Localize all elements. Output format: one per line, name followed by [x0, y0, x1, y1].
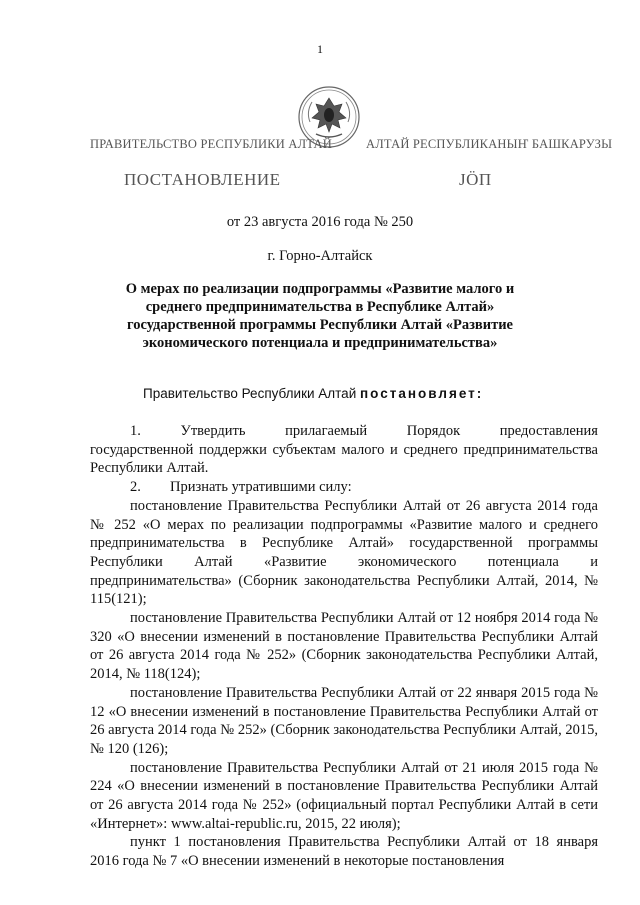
doc-type-russian: ПОСТАНОВЛЕНИЕ [124, 170, 281, 189]
city: г. Горно-Алтайск [267, 248, 373, 264]
repealed-act-4: постановление Правительства Республики Алтай от 21 июля 2015 года № 224 «О внесении изменений в постановление Правительства Республики Алтай от 26 августа 2014 года № 252» (официальный портал Республики Алтай в сети «Интернет»: www.altai-republic.ru, 2015, 22 июля); [90, 759, 598, 832]
item-1-number: 1. [130, 423, 141, 439]
page-number: 1 [317, 42, 323, 56]
document-title: О мерах по реализации подпрограммы «Развитие малого и среднего предпринимательства в Республике Алтай» государственной программы Республики Алтай «Развитие экономического потенциала и предпринимательства» [125, 281, 515, 351]
document-body [90, 422, 598, 871]
repealed-act-1: постановление Правительства Республики Алтай от 26 августа 2014 года № 252 «О мерах по реализации подпрограммы «Развитие малого и среднего предпринимательства в Республике Алтай» государственной программы Республики Алтай «Развитие экономического потенциала и предпринимательства» (Сборник законодательства Республики Алтай, 2014, № 115(121); [90, 497, 598, 608]
item-1-first-line [90, 422, 598, 441]
item-2-text: Признать утратившими силу: [170, 479, 352, 496]
item-1-word: Порядок [406, 423, 461, 439]
item-2-number: 2. [130, 479, 141, 496]
item-1-word: предоставления [499, 423, 598, 439]
doc-type-altai: JÖП [459, 170, 492, 189]
resolves-verb: постановляет: [360, 386, 484, 401]
item-2 [90, 478, 598, 497]
repealed-act-2: постановление Правительства Республики Алтай от 12 ноября 2014 года № 320 «О внесении изменений в постановление Правительства Республики Алтай от 26 августа 2014 года № 252» (Сборник законодательства Республики Алтай, 2014, № 118(124); [90, 610, 598, 683]
item-1-word: прилагаемый [285, 423, 368, 439]
repealed-act-5: пункт 1 постановления Правительства Республики Алтай от 18 января 2016 года № 7 «О внесении изменений в некоторые постановления [90, 834, 598, 870]
resolves-subject: Правительство Республики Алтай [143, 386, 357, 401]
resolves-line [143, 386, 483, 401]
repealed-act-3: постановление Правительства Республики Алтай от 22 января 2015 года № 12 «О внесении изменений в постановление Правительства Республики Алтай от 26 августа 2014 года № 252» (Сборник законодательства Республики Алтай, 2015, № 120 (126); [90, 684, 598, 757]
item-1-word: Утвердить [180, 423, 246, 439]
document-date-number: от 23 августа 2016 года № 250 [226, 214, 414, 230]
item-1-continuation: государственной поддержки субъектам малого и среднего предпринимательства Республики Алтай. [90, 441, 598, 477]
government-name-altai: АЛТАЙ РЕСПУБЛИКАНЫҤ БАШКАРУЗЫ [366, 137, 613, 151]
government-name-russian: ПРАВИТЕЛЬСТВО РЕСПУБЛИКИ АЛТАЙ [90, 137, 332, 151]
